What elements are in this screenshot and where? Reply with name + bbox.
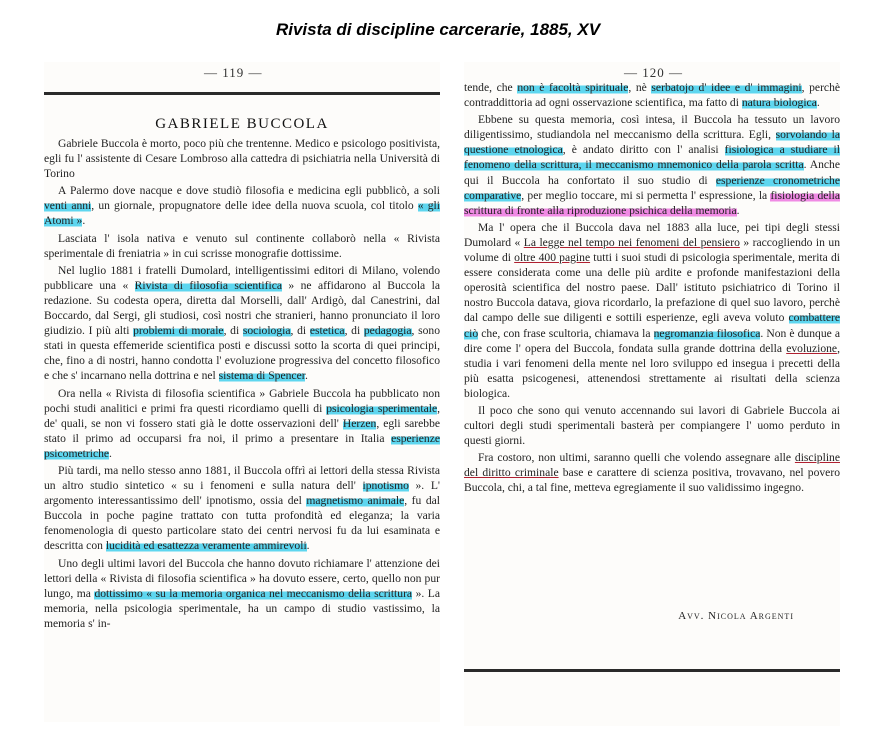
text-span: Il poco che sono qui venuto accennando sui lavori di Gabriele Buccola ai cultori degli studi sperimentali basterà per compiangere l' uomo perduto in questi giorni. (464, 403, 840, 448)
paragraph (464, 403, 840, 448)
text-span: ». L' argomento interessantissimo dell' ipnotismo, ossia del (44, 479, 440, 508)
highlighted-text: negromanzia filosofica (653, 326, 761, 340)
underlined-text: discipline del diritto criminale (464, 451, 840, 480)
text-span: Ebbene su questa memoria, così intesa, il Buccola ha tessuto un lavoro diligentissimo, studiandola nel meccanismo della scrittura. Egli, (464, 113, 840, 142)
left-page-body (44, 136, 440, 633)
text-span: , studia i vari fenomeni della mente nel loro sviluppo ed insegua i precetti della più esatta psicogenesi, attenendosi strettamente ai risultati della scienza biologica. (464, 341, 840, 400)
text-span: . (306, 539, 310, 553)
text-span: tutti i suoi studi di psicologia sperimentale, merita di essere considerata come una delle più ardite e profonde manifestazioni della operosità scientifica del nostro paese. Dall' istituto psichiatrico di Torino il nostro Buccola datava, giova ricordarlo, la prefazione di quel suo lavoro, perchè dal campo delle sue diligenti e sottili esperienze, egli aveva voluto (464, 251, 840, 325)
paragraph (464, 80, 840, 110)
text-span: , di (223, 324, 243, 338)
text-span: Lasciata l' isola nativa e venuto sul continente collaborò nella « Rivista sperimentale di freniatria » in cui scrisse monografie dottissime. (44, 231, 440, 260)
document-header: Rivista di discipline carcerarie, 1885, XV (275, 20, 601, 39)
highlighted-text: Herzen (342, 416, 377, 430)
text-span: . Anche qui il Buccola ha confortato il suo studio di (464, 158, 840, 187)
paragraph (464, 112, 840, 218)
text-span: , un giornale, propugnatore delle idee della nuova scuola, col titolo (91, 199, 418, 213)
text-span: che, con frase scultoria, chiamava la (478, 326, 654, 340)
text-span: , è andato diritto con l' analisi (562, 143, 725, 157)
highlighted-text: estetica (309, 324, 345, 338)
underlined-text: oltre 400 pagine (514, 251, 591, 265)
highlighted-text: dottissimo « su la memoria organica nel meccanismo della scrittura (94, 586, 413, 600)
highlighted-text: serbatojo d' idee e d' immagini (651, 81, 802, 94)
text-span: base e carattere di scienza positiva, trovavano, nel povero Buccola, chi, a tal fine, metteva egregiamente il suo validissimo ingegno. (464, 466, 840, 495)
underlined-text: La legge nel tempo nei fenomeni del pensiero (523, 235, 740, 249)
left-page (44, 62, 440, 722)
text-span: . (304, 369, 308, 383)
text-span: , egli sarebbe stato il primo ad occuparsi fra noi, il primo a presentare in Italia (44, 416, 441, 445)
highlighted-text: venti anni (44, 199, 92, 213)
paragraph (464, 220, 840, 401)
paragraph (44, 263, 440, 384)
text-span: . (816, 96, 820, 110)
right-page (464, 62, 840, 726)
text-span: » raccogliendo in un volume di (464, 235, 841, 265)
left-page-rule (44, 92, 440, 95)
paragraph (44, 463, 440, 554)
underlined-text: evoluzione (786, 341, 838, 355)
right-page-body (464, 80, 840, 498)
highlighted-text: non è facoltà spirituale (517, 81, 629, 94)
text-span: Uno degli ultimi lavori del Buccola che hanno dovuto richiamare l' attenzione dei lettori della « Rivista di filosofia scientifica » ha dovuto essere, certo, quello non pur lungo, ma (44, 556, 440, 600)
text-span: . (109, 446, 112, 460)
paragraph (464, 450, 840, 495)
right-page-rule (464, 669, 840, 672)
text-span: . Non è dunque a dire come l' opera del Buccola, fondata sulla grande dottrina della (464, 326, 840, 355)
text-span: Più tardi, ma nello stesso anno 1881, il Buccola offrì ai lettori della stessa Rivista un altro studio sintetico « su i fenomeni e sulla natura dell' (44, 463, 440, 493)
text-span: , perchè contraddittoria ad ogni osservazione scientifica, ma fatto di (464, 81, 841, 110)
paragraph (44, 136, 440, 181)
paragraph (44, 183, 440, 228)
article-title: GABRIELE BUCCOLA (155, 116, 329, 132)
text-span: . (82, 214, 86, 228)
right-page-number: — 120 — (624, 65, 683, 80)
text-span: ». La memoria, nella psicologia sperimentale, ha un campo di studio vastissimo, la memoria s' in- (44, 586, 440, 630)
highlighted-text: psicologia sperimentale (326, 401, 438, 415)
text-span: Nel luglio 1881 i fratelli Dumolard, intelligentissimi editori di Milano, volendo pubblicare una « (44, 263, 440, 292)
highlighted-text: magnetismo animale (306, 494, 405, 508)
left-page-number: — 119 — (204, 65, 263, 80)
highlighted-text: « gli Atomi » (44, 199, 440, 228)
text-span: , di (290, 324, 310, 338)
text-span: , sono stati in questa effemeride scientifica posti e discussi sotto la scorta di quei principi, che, fino a di nostri, hanno condotta l' evoluzione progressiva del concetto filosofico e che s' incarnano nella dottrina e nel (44, 324, 441, 383)
highlighted-text: fisiologica a studiare il fenomeno della scrittura, il meccanismo mnemonico della parola scritta (464, 143, 840, 172)
highlighted-text: natura biologica (741, 96, 817, 110)
paragraph (44, 556, 440, 631)
highlighted-text: sistema di Spencer (218, 369, 305, 383)
highlighted-text: sorvolando la questione etnologica (464, 128, 840, 157)
text-span: » ne affidarono al Buccola la redazione. Su codesta opera, diretta dal Morselli, dall' Ardigò, dal Canestrini, dal Boccardo, dal Sergi, gli studiosi, così nostri che stranieri, hanno pronunciato il loro giudizio. I più alti (44, 278, 440, 338)
text-span: Fra costoro, non ultimi, saranno quelli che volendo assegnare alle (478, 451, 795, 465)
text-span: , per meglio toccare, mi si permetta l' espressione, la (521, 188, 771, 202)
text-span: Ora nella « Rivista di filosofia scientifica » Gabriele Buccola ha pubblicato non pochi studi analitici e primi fra questi ricordiamo quelli di (44, 386, 440, 415)
highlighted-text: combattere ciò (464, 311, 840, 340)
text-span: Gabriele Buccola è morto, poco più che trentenne. Medico e psicologo positivista, egli fu l' assistente di Cesare Lombroso alla cattedra di psichiatria nella Università di Torino (44, 137, 440, 181)
text-span: . (736, 203, 740, 217)
highlighted-text: esperienze psicometriche (44, 431, 440, 460)
highlighted-text: ipnotismo (362, 479, 409, 493)
text-span: , nè (628, 81, 652, 94)
highlighted-text: lucidità ed esattezza veramente ammirevoli (105, 539, 307, 553)
paragraph (44, 386, 440, 461)
highlighted-text: fisiologia della scrittura di fronte alla riproduzione psichica della memoria (464, 188, 840, 217)
paragraph (44, 231, 440, 261)
highlighted-text: esperienze cronometriche comparative (464, 173, 840, 202)
text-span: , de' quali, se non vi fossero stati già le dotte osservazioni dell' (44, 401, 440, 430)
highlighted-text: pedagogia (363, 324, 412, 338)
highlighted-text: sociologia (242, 324, 291, 338)
text-span: , di (344, 324, 364, 338)
text-span: Ma l' opera che il Buccola dava nel 1883 alla luce, pei tipi degli stessi Dumolard « (464, 220, 840, 249)
text-span: A Palermo dove nacque e dove studiò filosofia e medicina egli pubblicò, a soli (58, 184, 440, 198)
author-signature: Avv. Nicola Argenti (678, 610, 794, 622)
text-span: tende, che (464, 81, 518, 94)
text-span: , fu dal Buccola in poche pagine trattato con tutta profondità ed eleganza; la varia fenomenologia di questo particolare stato dei centri nervosi fu da lui esaminata e descritta con (44, 494, 440, 553)
highlighted-text: problemi di morale (133, 324, 224, 338)
highlighted-text: Rivista di filosofia scientifica (134, 278, 283, 292)
